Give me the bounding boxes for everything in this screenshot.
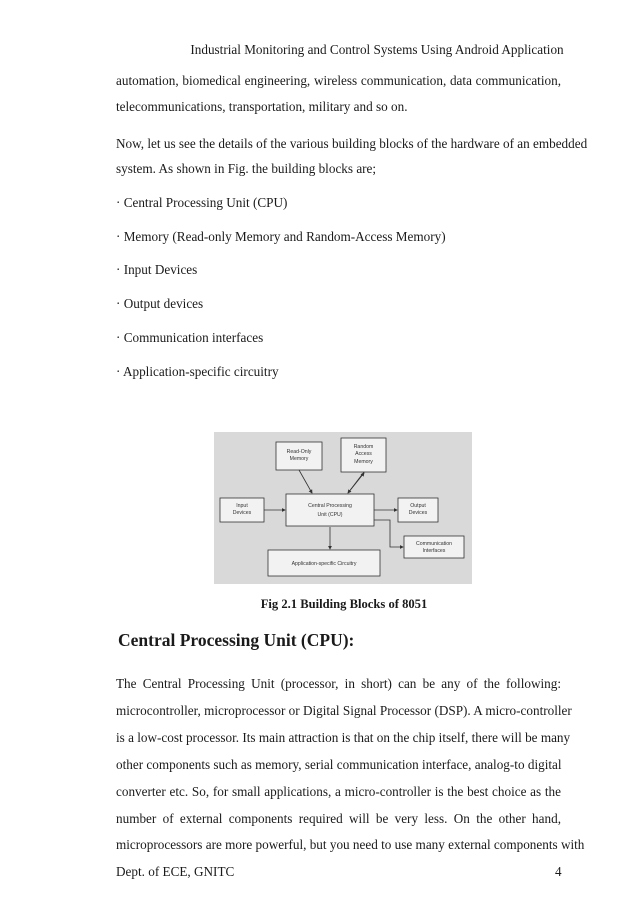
cpu-label-2: Unit (CPU) [317,512,343,518]
comm-block [404,536,464,558]
cpu-comm-arrow [374,520,403,547]
comm-label-1: Communication [415,541,453,547]
bullet-output: · Output devices [116,296,204,311]
body-line-4: other components such as memory, serial communication interface, analog-to digital [116,757,562,772]
bullet-input: · Input Devices [116,262,198,277]
cpu-block [286,494,374,526]
cpu-ram-arrow [348,473,364,493]
body-line-5: converter etc. So, for small applications, a micro-controller is the best choice as the [116,784,561,799]
block-diagram-svg [214,432,472,584]
ram-label-3: Memory [354,459,373,465]
body-line-6: number of external components required will be very less. On the other hand, [116,811,561,826]
bullet-comm: · Communication interfaces [116,330,264,345]
intro-line-2: telecommunications, transportation, military and so on. [116,99,408,114]
rom-cpu-arrow [299,470,312,493]
output-label-1: Output [410,503,426,509]
figure-caption: Fig 2.1 Building Blocks of 8051 [260,597,428,611]
intro-line-1: automation, biomedical engineering, wireless communication, data communication, [116,73,561,88]
output-label-2: Devices [408,510,428,516]
input-label-2: Devices [232,510,252,516]
para2-line-2: system. As shown in Fig. the building blocks are; [116,161,377,176]
body-line-3: is a low-cost processor. Its main attraction is that on the chip itself, there will be many [116,730,571,745]
cpu-label-1: Central Processing [308,503,352,509]
block-diagram-figure [214,432,472,584]
footer-department: Dept. of ECE, GNITC [116,864,235,879]
page-header: Industrial Monitoring and Control Systems Using Android Application [190,42,564,57]
rom-label-2: Memory [289,456,309,462]
body-line-7: microprocessors are more powerful, but you need to use many external components with [116,837,585,852]
input-label-1: Input [236,503,248,509]
para2-line-1: Now, let us see the details of the various building blocks of the hardware of an embedded [116,136,588,151]
body-line-2: microcontroller, microprocessor or Digital Signal Processor (DSP). A micro-controller [116,703,572,718]
bullet-asc: · Application-specific circuitry [116,364,279,379]
bullet-cpu: · Central Processing Unit (CPU) [116,195,288,210]
ram-label-2: Access [355,451,372,457]
ram-label-1: Random [353,444,374,450]
comm-label-2: Interfaces [422,548,446,554]
footer-page-number: 4 [555,864,562,879]
body-line-1: The Central Processing Unit (processor, in short) can be any of the following: [116,676,561,691]
bullet-memory: · Memory (Read-only Memory and Random-Access Memory) [116,229,446,244]
rom-label-1: Read-Only [286,449,312,455]
section-heading-cpu: Central Processing Unit (CPU): [118,630,355,650]
asc-label: Application-specific Circuitry [291,561,357,567]
